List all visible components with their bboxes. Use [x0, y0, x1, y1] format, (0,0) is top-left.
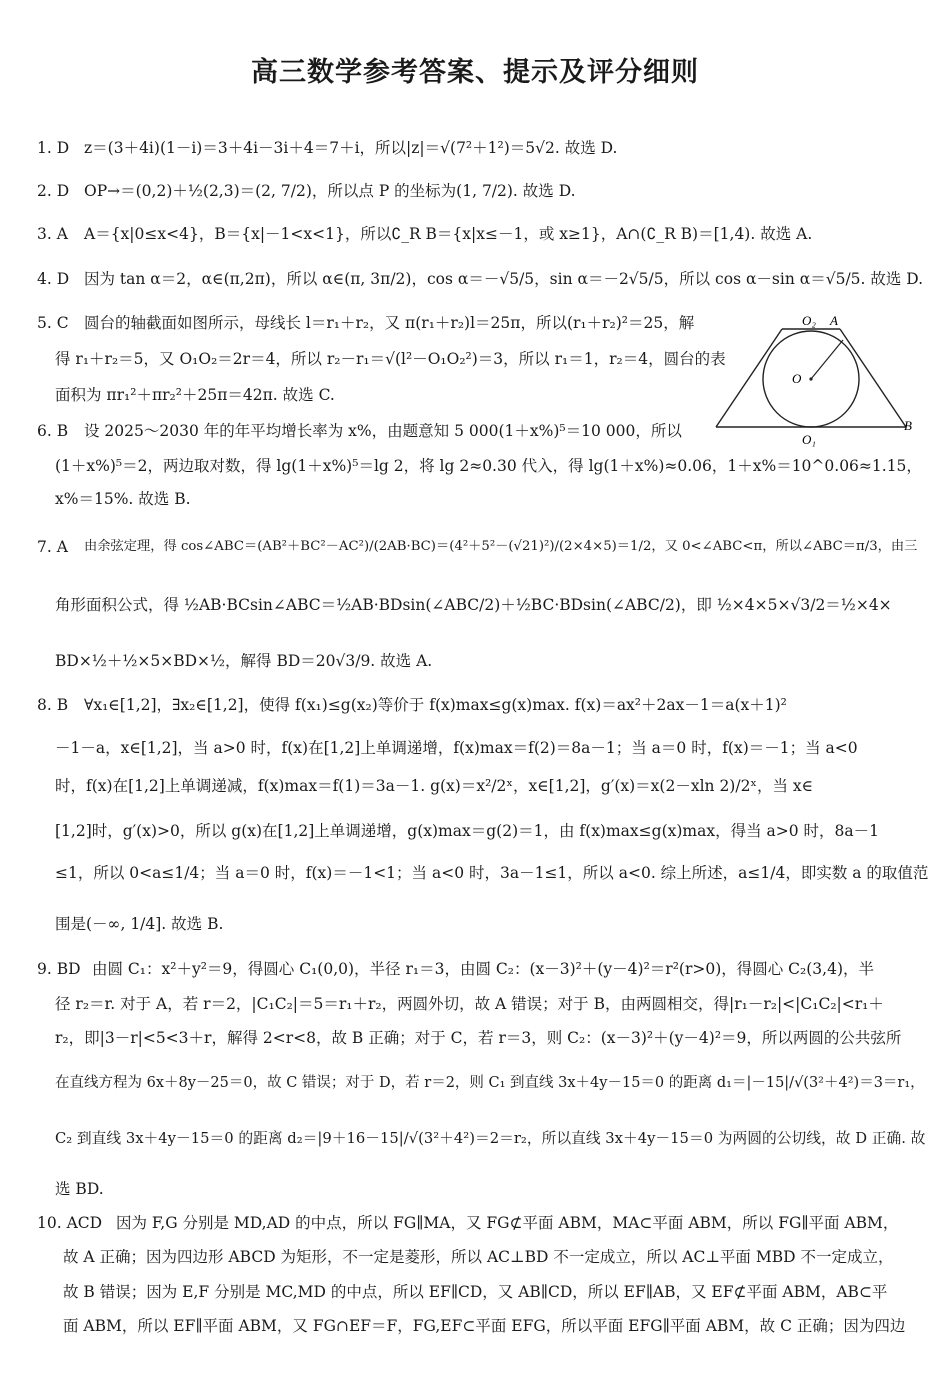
answer-line: 围是(－∞, 1/4]. 故选 B.: [55, 915, 224, 933]
question-number: 10. ACD: [37, 1214, 103, 1232]
answer-line: x%＝15%. 故选 B.: [55, 490, 191, 508]
answer-line: －1－a，x∈[1,2]，当 a>0 时，f(x)在[1,2]上单调递增，f(x)max＝f(2)＝8a－1；当 a＝0 时，f(x)＝－1；当 a<0: [55, 739, 858, 757]
label-o: O: [792, 371, 802, 386]
page-title: 高三数学参考答案、提示及评分细则: [251, 57, 699, 88]
question-number: 5. C: [37, 314, 69, 332]
answer-line: 设 2025～2030 年的年平均增长率为 x%，由题意知 5 000(1＋x%)⁵＝10 000，所以: [84, 422, 682, 440]
answer-line: z＝(3＋4i)(1－i)＝3＋4i－3i＋4＝7＋i，所以|z|＝√(7²＋1²)＝5√2. 故选 D.: [84, 139, 618, 157]
answer-line: ∀x₁∈[1,2]，∃x₂∈[1,2]，使得 f(x₁)≤g(x₂)等价于 f(x)max≤g(x)max. f(x)＝ax²＋2ax－1＝a(x＋1)²: [84, 696, 787, 714]
question-number: 1. D: [37, 139, 70, 157]
answer-line: 得 r₁＋r₂＝5，又 O₁O₂＝2r＝4，所以 r₂－r₁＝√(l²－O₁O₂²)＝3，所以 r₁＝1，r₂＝4，圆台的表: [55, 350, 726, 368]
question-number: 3. A: [37, 225, 68, 243]
answer-line: A＝{x|0≤x<4}，B＝{x|－1<x<1}，所以∁_R B＝{x|x≤－1，或 x≥1}，A∩(∁_R B)＝[1,4). 故选 A.: [84, 225, 813, 243]
answer-line: [1,2]时，g′(x)>0，所以 g(x)在[1,2]上单调递增，g(x)max＝g(2)＝1，由 f(x)max≤g(x)max，得当 a>0 时，8a－1: [55, 822, 879, 840]
answer-line: 面 ABM，所以 EF∥平面 ABM，又 FG∩EF＝F，FG,EF⊂平面 EFG，所以平面 EFG∥平面 ABM，故 C 正确；因为四边: [63, 1317, 906, 1335]
answer-line: OP→＝(0,2)＋½(2,3)＝(2, 7/2)，所以点 P 的坐标为(1, 7/2). 故选 D.: [84, 182, 576, 200]
answer-line: 时，f(x)在[1,2]上单调递减，f(x)max＝f(1)＝3a－1. g(x)＝x²/2ˣ，x∈[1,2]，g′(x)＝x(2－xln 2)/2ˣ，当 x∈: [55, 777, 814, 795]
answer-line: 圆台的轴截面如图所示，母线长 l＝r₁＋r₂，又 π(r₁＋r₂)l＝25π，所以(r₁＋r₂)²＝25，解: [84, 314, 695, 332]
answer-line: 因为 tan α＝2，α∈(π,2π)，所以 α∈(π, 3π/2)，cos α＝－√5/5，sin α＝－2√5/5，所以 cos α－sin α＝√5/5. 故选 D.: [84, 270, 924, 288]
answer-line: 选 BD.: [55, 1180, 104, 1198]
question-number: 4. D: [37, 270, 70, 288]
answer-line: r₂，即|3－r|<5<3＋r，解得 2<r<8，故 B 正确；对于 C，若 r＝3，则 C₂：(x－3)²＋(y－4)²＝9，所以两圆的公共弦所: [55, 1029, 902, 1047]
answer-line: C₂ 到直线 3x＋4y－15＝0 的距离 d₂＝|9＋16－15|/√(3²＋4²)＝2＝r₂，所以直线 3x＋4y－15＝0 为两圆的公切线，故 D 正确. 故: [55, 1130, 926, 1147]
answer-line: (1＋x%)⁵＝2，两边取对数，得 lg(1＋x%)⁵＝lg 2，将 lg 2≈0.30 代入，得 lg(1＋x%)≈0.06，1＋x%＝10^0.06≈1.15，: [55, 457, 922, 475]
answer-line: 由圆 C₁：x²＋y²＝9，得圆心 C₁(0,0)，半径 r₁＝3，由圆 C₂：(x－3)²＋(y－4)²＝r²(r>0)，得圆心 C₂(3,4)，半: [92, 960, 875, 978]
answer-line: 故 B 错误；因为 E,F 分别是 MC,MD 的中点，所以 EF∥CD，又 AB∥CD，所以 EF∥AB，又 EF⊄平面 ABM，AB⊂平: [63, 1283, 888, 1301]
answer-line: 在直线方程为 6x＋8y－25＝0，故 C 错误；对于 D，若 r＝2，则 C₁ 到直线 3x＋4y－15＝0 的距离 d₁＝|－15|/√(3²＋4²)＝3＝r₁，: [55, 1075, 925, 1091]
question-number: 2. D: [37, 182, 70, 200]
frustum-figure: [710, 312, 925, 452]
question-number: 7. A: [37, 538, 68, 556]
question-number: 6. B: [37, 422, 69, 440]
answer-line: 径 r₂＝r. 对于 A，若 r＝2，|C₁C₂|＝5＝r₁＋r₂，两圆外切，故 A 错误；对于 B，由两圆相交，得|r₁－r₂|<|C₁C₂|<r₁＋: [55, 995, 884, 1013]
label-b: B: [904, 418, 912, 433]
answer-line: ≤1，所以 0<a≤1/4；当 a＝0 时，f(x)＝－1<1；当 a<0 时，3a－1≤1，所以 a<0. 综上所述，a≤1/4，即实数 a 的取值范: [55, 864, 929, 882]
answer-line: 角形面积公式，得 ½AB·BCsin∠ABC＝½AB·BDsin(∠ABC/2)＋½BC·BDsin(∠ABC/2)，即 ½×4×5×√3/2＝½×4×: [55, 596, 892, 614]
answer-line: 故 A 正确；因为四边形 ABCD 为矩形，不一定是菱形，所以 AC⊥BD 不一定成立，所以 AC⊥平面 MBD 不一定成立，: [63, 1248, 894, 1266]
answer-line: 因为 F,G 分别是 MD,AD 的中点，所以 FG∥MA，又 FG⊄平面 ABM，MA⊂平面 ABM，所以 FG∥平面 ABM，: [116, 1214, 899, 1232]
answer-line: 面积为 πr₁²＋πr₂²＋25π＝42π. 故选 C.: [55, 386, 335, 404]
label-o2: O₂: [802, 313, 816, 328]
label-a: A: [830, 313, 838, 328]
answer-line: BD×½＋½×5×BD×½，解得 BD＝20√3/9. 故选 A.: [55, 652, 433, 670]
question-number: 8. B: [37, 696, 69, 714]
answer-line: 由余弦定理，得 cos∠ABC＝(AB²＋BC²－AC²)/(2AB·BC)＝(4²＋5²－(√21)²)/(2×4×5)＝1/2，又 0<∠ABC<π，所以∠ABC＝π/3，由三: [84, 539, 918, 554]
question-number: 9. BD: [37, 960, 81, 978]
label-o1: O₁: [802, 432, 816, 447]
